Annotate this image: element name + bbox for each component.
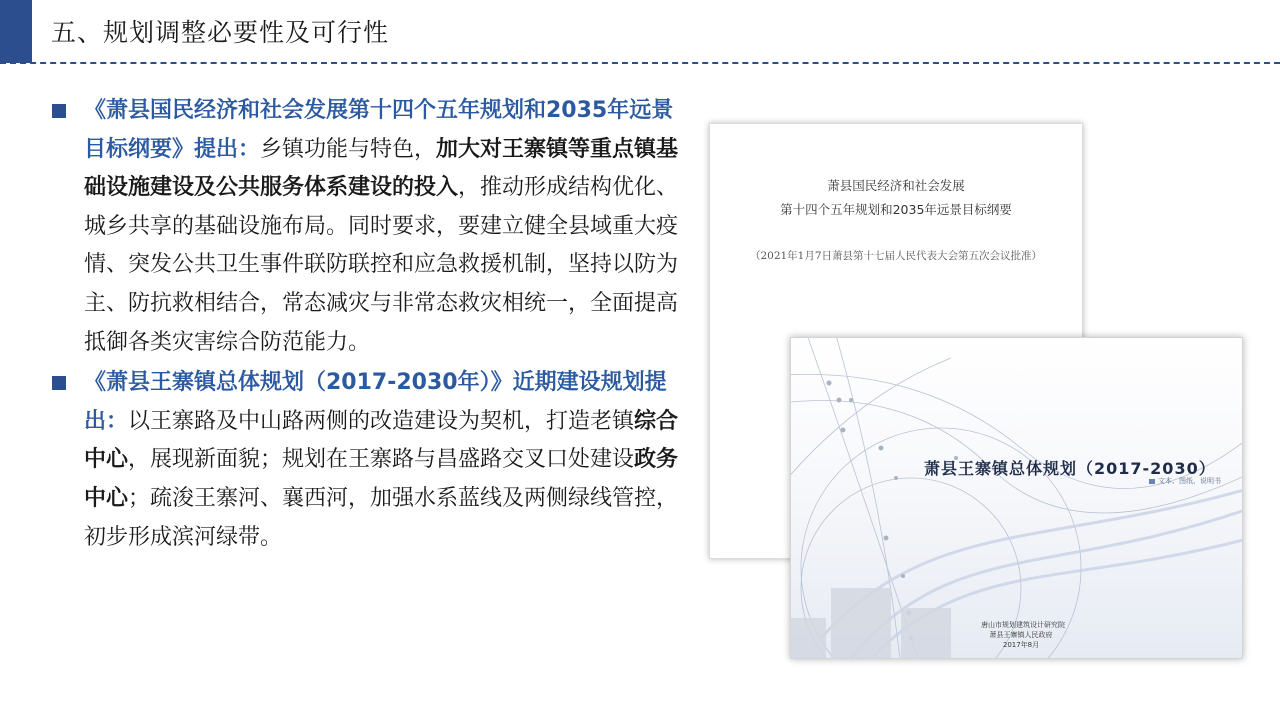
paragraph-town-plan <box>52 364 692 557</box>
header-accent-bar <box>0 0 32 63</box>
header-divider <box>0 62 1280 64</box>
document-cover-town-plan <box>790 337 1243 659</box>
cover-subtitle-text: 文本、图纸、说明书 <box>1158 477 1221 485</box>
book-icon <box>1149 479 1155 484</box>
square-bullet-icon <box>52 376 66 390</box>
cover-title: 萧县王寨镇总体规划（2017-2030） <box>924 459 1216 478</box>
paragraph-lead: 《萧县王寨镇总体规划（2017-2030年）》近期建设规划提出： <box>84 370 667 434</box>
paragraph-plan-14th <box>52 92 692 362</box>
square-bullet-icon <box>52 104 66 118</box>
cover-subtitle <box>1149 476 1221 486</box>
paragraph-emphasis: 政务中心 <box>84 447 679 511</box>
doc-title-line: 第十四个五年规划和2035年远景目标纲要 <box>780 202 1012 217</box>
page-title: 五、规划调整必要性及可行性 <box>51 18 390 47</box>
paragraph-emphasis: 综合中心 <box>84 408 679 473</box>
paragraph-text: 乡镇功能与特色， <box>260 136 437 162</box>
paragraph-text: ；疏浚王寨河、襄西河，加强水系蓝线及两侧绿线管控，初步形成滨河绿带。 <box>84 485 679 550</box>
paragraph-text: 以王寨路及中山路两侧的改造建设为契机，打造老镇 <box>128 408 635 434</box>
cover-footer-line: 2017年8月 <box>1002 641 1040 649</box>
cover-footer-line: 唐山市规划建筑设计研究院 <box>981 621 1065 629</box>
cover-art-image <box>791 338 1242 658</box>
text-column <box>52 92 692 557</box>
paragraph-text: ，推动形成结构优化、城乡共享的基础设施布局。同时要求，要建立健全县域重大疫情、突发公共卫生事件联防联控和应急救援机制，坚持以防为主、防抗救相结合，常态减灾与非常态救灾相统一，全面提高抵御各类灾害综合防范能力。 <box>84 175 679 355</box>
cover-footer-line: 萧县王寨镇人民政府 <box>989 631 1053 639</box>
paragraph-text: ，展现新面貌；规划在王寨路与昌盛路交叉口处建设 <box>128 447 635 473</box>
paragraph-emphasis: 加大对王寨镇等重点镇基础设施建设及公共服务体系建设的投入 <box>84 136 679 201</box>
doc-approval-note: （2021年1月7日萧县第十七届人民代表大会第五次会议批准） <box>749 250 1043 262</box>
paragraph-lead: 《萧县国民经济和社会发展第十四个五年规划和2035年远景目标纲要》提出： <box>84 98 674 162</box>
doc-title-line: 萧县国民经济和社会发展 <box>827 178 965 193</box>
